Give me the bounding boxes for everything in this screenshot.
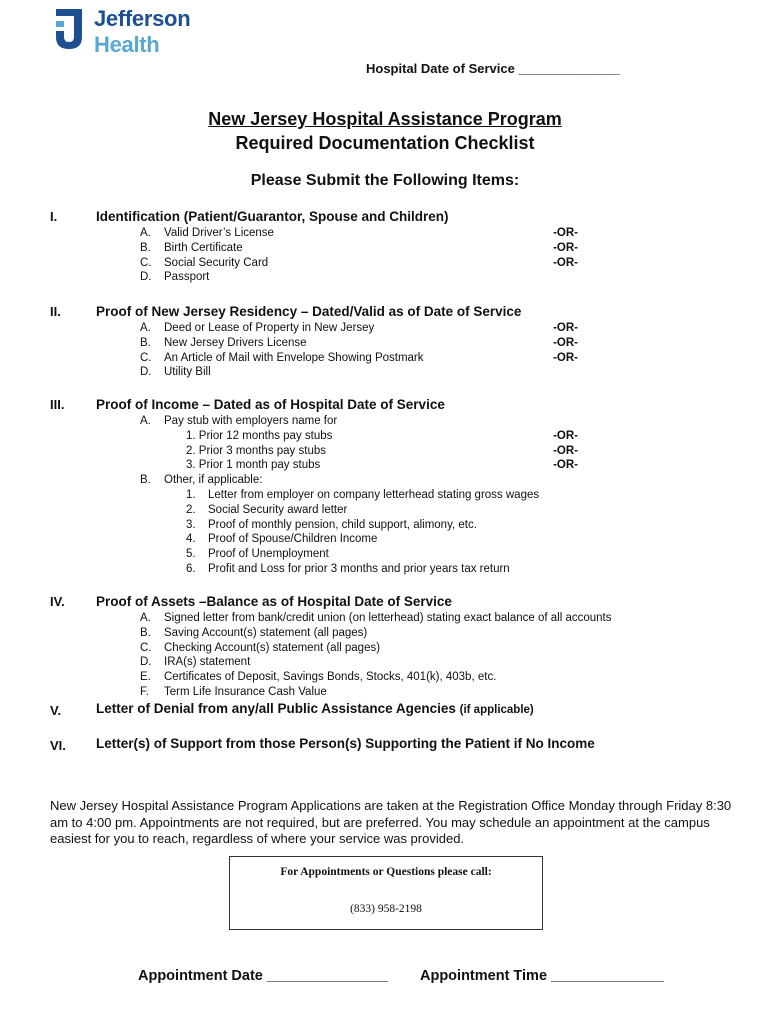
item-text: Saving Account(s) statement (all pages)	[164, 626, 368, 639]
item-letter: D.	[140, 366, 152, 379]
contact-box	[229, 856, 543, 930]
heading-text: Letter of Denial from any/all Public Assistance Agencies	[96, 701, 456, 716]
list-item	[140, 655, 611, 670]
contact-label: For Appointments or Questions please call:	[280, 866, 492, 878]
list-item	[140, 532, 539, 547]
list-item	[140, 562, 539, 577]
section-items-assets	[140, 611, 611, 700]
item-text: Letter from employer on company letterhead stating gross wages	[208, 488, 540, 501]
or-marker: -OR-	[553, 444, 578, 457]
section-items-income	[140, 414, 539, 577]
document-subtitle: Required Documentation Checklist	[235, 133, 535, 153]
item-letter: C.	[140, 641, 152, 654]
item-text: Passport	[164, 271, 210, 284]
item-letter: B.	[140, 241, 151, 254]
section-number: IV.	[50, 594, 65, 609]
list-item	[140, 226, 274, 241]
item-letter: D.	[140, 656, 152, 669]
item-text: Social Security award letter	[208, 503, 348, 516]
item-text: Birth Certificate	[164, 241, 243, 254]
list-item	[140, 458, 539, 473]
or-marker: -OR-	[553, 336, 578, 349]
or-marker: -OR-	[553, 256, 578, 269]
document-title: New Jersey Hospital Assistance Program	[208, 109, 562, 129]
item-letter: C.	[140, 351, 152, 364]
or-column	[538, 321, 578, 365]
item-text: Checking Account(s) statement (all pages)	[164, 641, 381, 654]
list-item	[140, 626, 611, 641]
registration-info-paragraph: New Jersey Hospital Assistance Program Applications are taken at the Registration Office Monday through Friday 8:30 am to 4:00 pm. Appointments are not required, but are preferred. You may schedule an appointment at the campus easiest for you to reach, regardless of where your service was provided.	[50, 798, 732, 846]
list-item	[140, 414, 539, 429]
item-number: 1.	[186, 488, 196, 501]
list-item	[140, 473, 539, 488]
list-item	[140, 488, 539, 503]
or-marker: -OR-	[553, 351, 578, 364]
item-text: Social Security Card	[164, 256, 269, 269]
item-text: Valid Driver’s License	[164, 227, 274, 239]
item-letter: B.	[140, 474, 151, 487]
jefferson-logo-icon	[52, 9, 86, 51]
item-text: Certificates of Deposit, Savings Bonds, Stocks, 401(k), 403b, etc.	[164, 671, 497, 684]
list-item	[140, 241, 274, 256]
item-letter: D.	[140, 271, 152, 284]
section-number: I.	[50, 209, 58, 224]
item-text: Profit and Loss for prior 3 months and prior years tax return	[208, 562, 510, 575]
item-number: 2.	[186, 503, 196, 516]
item-text: Signed letter from bank/credit union (on letterhead) stating exact balance of all accounts	[164, 612, 612, 624]
list-item	[140, 547, 539, 562]
appointment-time-field[interactable]: Appointment Time ______________	[420, 968, 664, 984]
section-number: V.	[50, 703, 62, 718]
item-letter: B.	[140, 626, 151, 639]
section-items-residency	[140, 321, 424, 380]
section-number: III.	[50, 397, 65, 412]
list-item	[140, 365, 424, 380]
list-item	[140, 351, 424, 366]
logo-word-health: Health	[94, 32, 160, 57]
logo-word-jefferson: Jefferson	[94, 6, 191, 31]
item-letter: A.	[140, 227, 151, 239]
jefferson-health-logo	[52, 6, 212, 60]
item-text: Term Life Insurance Cash Value	[164, 685, 327, 698]
list-item	[140, 518, 539, 533]
list-item	[140, 321, 424, 336]
section-heading-residency: Proof of New Jersey Residency – Dated/Valid as of Date of Service	[96, 304, 522, 319]
submit-heading: Please Submit the Following Items:	[250, 172, 520, 189]
list-item	[140, 336, 424, 351]
item-letter: A.	[140, 415, 151, 427]
list-item	[140, 641, 611, 656]
list-item	[140, 444, 539, 459]
item-text: Proof of Spouse/Children Income	[208, 533, 378, 546]
hospital-date-of-service-field[interactable]: Hospital Date of Service ______________	[366, 61, 620, 76]
contact-phone: (833) 958-2198	[350, 903, 422, 915]
item-number: 4.	[186, 533, 196, 546]
list-item	[140, 611, 611, 626]
or-column	[538, 429, 578, 473]
or-marker: -OR-	[553, 322, 578, 334]
section-heading-denial-letter	[96, 701, 534, 716]
item-text: Deed or Lease of Property in New Jersey	[164, 322, 375, 334]
item-text: Proof of monthly pension, child support, alimony, etc.	[208, 518, 477, 531]
item-text: IRA(s) statement	[164, 656, 251, 669]
section-heading-identification: Identification (Patient/Guarantor, Spouse and Children)	[96, 209, 449, 224]
item-text: 1. Prior 12 months pay stubs	[186, 429, 333, 442]
item-text: Pay stub with employers name for	[164, 415, 338, 427]
item-text: An Article of Mail with Envelope Showing Postmark	[164, 351, 424, 364]
item-letter: E.	[140, 671, 151, 684]
item-text: Other, if applicable:	[164, 474, 263, 487]
item-letter: C.	[140, 256, 152, 269]
item-letter: A.	[140, 612, 151, 624]
list-item	[140, 503, 539, 518]
or-column	[538, 226, 578, 270]
or-marker: -OR-	[553, 227, 578, 239]
list-item	[140, 256, 274, 271]
or-marker: -OR-	[553, 459, 578, 472]
section-number: II.	[50, 304, 61, 319]
heading-note: (if applicable)	[459, 704, 534, 716]
item-letter: A.	[140, 322, 151, 334]
appointment-date-field[interactable]: Appointment Date _______________	[138, 968, 388, 984]
or-marker: -OR-	[553, 429, 578, 442]
section-heading-assets: Proof of Assets –Balance as of Hospital Date of Service	[96, 594, 452, 609]
section-heading-income: Proof of Income – Dated as of Hospital Date of Service	[96, 397, 445, 412]
item-text: Utility Bill	[164, 366, 211, 379]
list-item	[140, 270, 274, 285]
item-text: 3. Prior 1 month pay stubs	[186, 459, 321, 472]
section-items-identification	[140, 226, 274, 285]
item-number: 5.	[186, 548, 196, 561]
item-letter: F.	[140, 685, 149, 698]
item-letter: B.	[140, 336, 151, 349]
section-number: VI.	[50, 738, 66, 753]
item-text: Proof of Unemployment	[208, 548, 329, 561]
list-item	[140, 685, 611, 700]
section-heading-support-letter: Letter(s) of Support from those Person(s) Supporting the Patient if No Income	[96, 736, 595, 751]
item-number: 3.	[186, 518, 196, 531]
item-number: 6.	[186, 562, 196, 575]
list-item	[140, 429, 539, 444]
item-text: New Jersey Drivers License	[164, 336, 307, 349]
list-item	[140, 670, 611, 685]
or-marker: -OR-	[553, 241, 578, 254]
item-text: 2. Prior 3 months pay stubs	[186, 444, 326, 457]
